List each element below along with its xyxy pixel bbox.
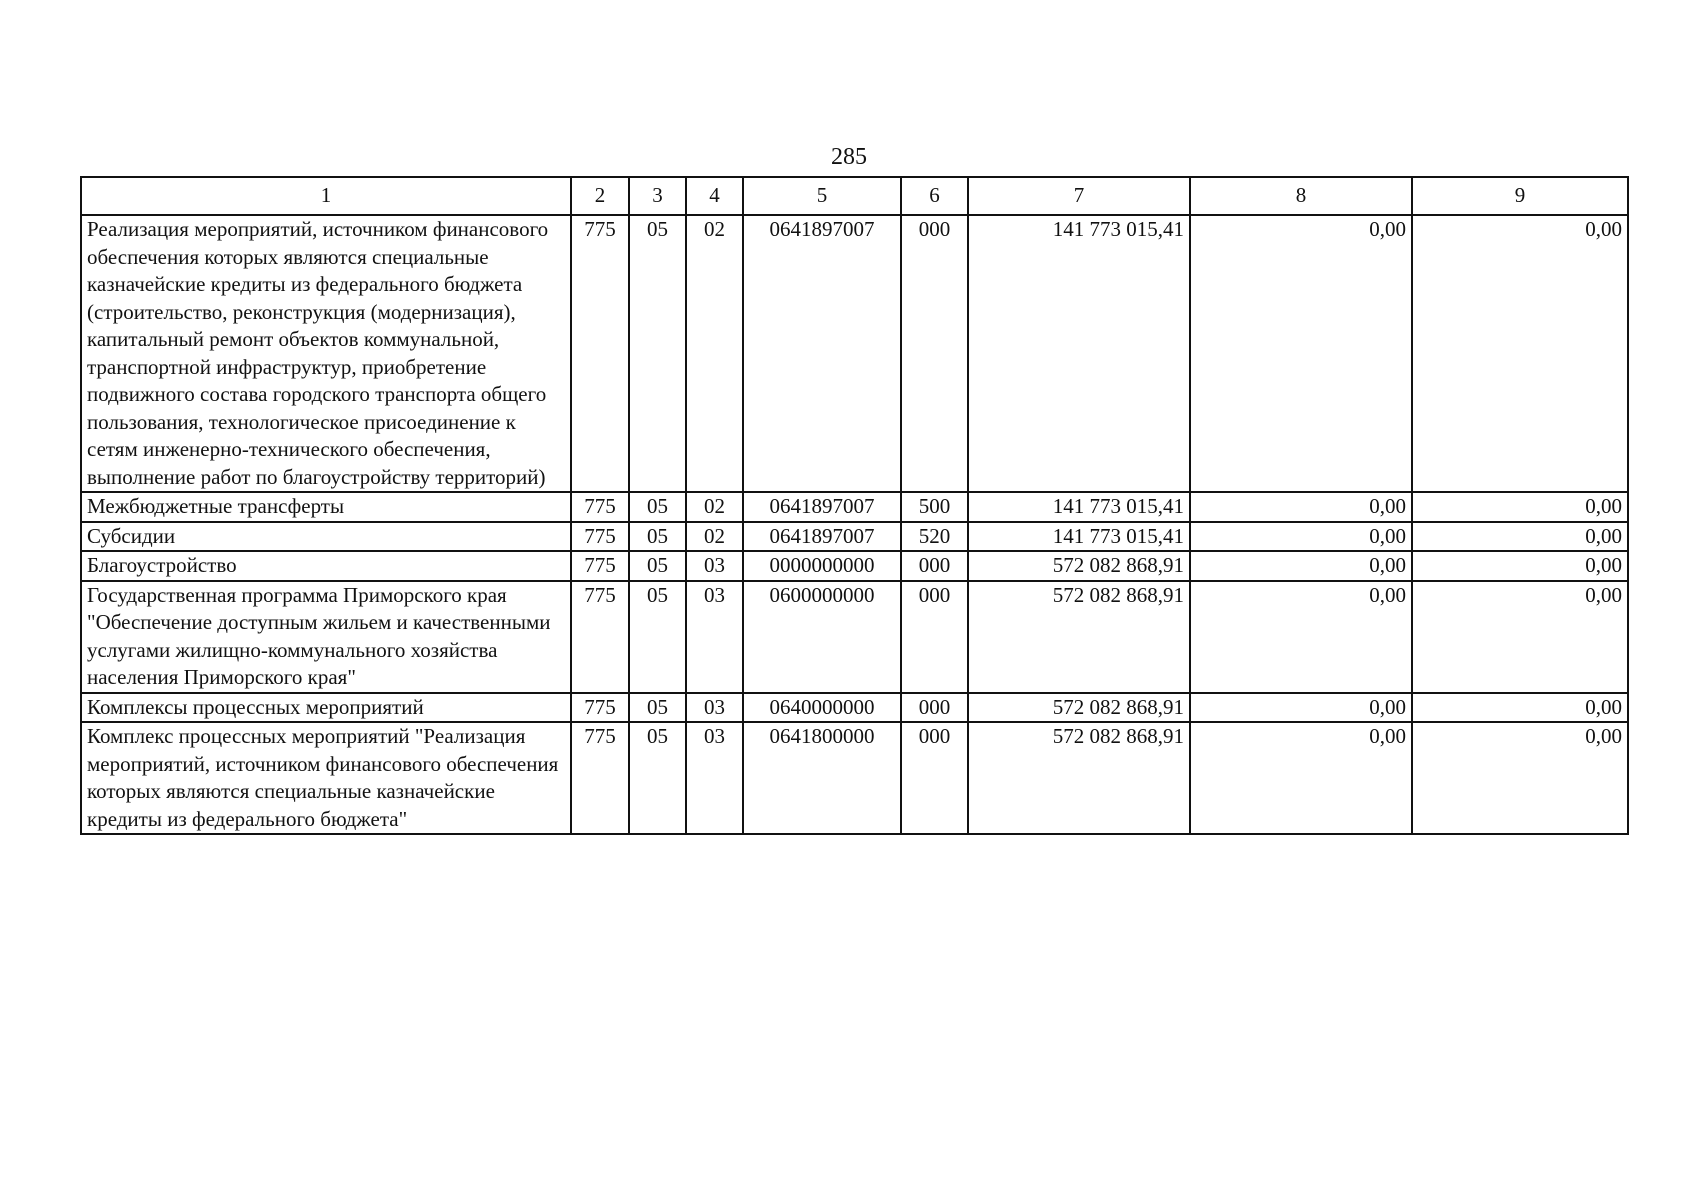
- amount-col9-cell: 0,00: [1412, 581, 1628, 693]
- subsection-code-cell: 03: [686, 551, 743, 581]
- column-header: 7: [968, 177, 1190, 215]
- expense-type-cell: 000: [901, 722, 968, 834]
- amount-col7-cell: 572 082 868,91: [968, 551, 1190, 581]
- amount-col9-cell: 0,00: [1412, 551, 1628, 581]
- table-row: [81, 522, 1628, 552]
- amount-col7-cell: 572 082 868,91: [968, 722, 1190, 834]
- amount-col8-cell: 0,00: [1190, 551, 1412, 581]
- amount-col8-cell: 0,00: [1190, 492, 1412, 522]
- amount-col9-cell: 0,00: [1412, 722, 1628, 834]
- amount-col7-cell: 141 773 015,41: [968, 215, 1190, 492]
- expense-name-cell: Субсидии: [81, 522, 571, 552]
- expense-name-cell: Государственная программа Приморского края "Обеспечение доступным жильем и качественными услугами жилищно-коммунального хозяйства населения Приморского края": [81, 581, 571, 693]
- amount-col8-cell: 0,00: [1190, 693, 1412, 723]
- amount-col7-cell: 141 773 015,41: [968, 522, 1190, 552]
- column-header: 9: [1412, 177, 1628, 215]
- amount-col8-cell: 0,00: [1190, 215, 1412, 492]
- amount-col7-cell: 572 082 868,91: [968, 581, 1190, 693]
- expense-name-cell: Комплекс процессных мероприятий "Реализация мероприятий, источником финансового обеспечения которых являются специальные казначейские кредиты из федерального бюджета": [81, 722, 571, 834]
- column-header: 5: [743, 177, 901, 215]
- section-code-cell: 05: [629, 215, 686, 492]
- expense-type-cell: 500: [901, 492, 968, 522]
- expense-type-cell: 000: [901, 581, 968, 693]
- subsection-code-cell: 02: [686, 522, 743, 552]
- ministry-code-cell: 775: [571, 215, 629, 492]
- target-article-cell: 0641897007: [743, 522, 901, 552]
- expense-name-cell: Межбюджетные трансферты: [81, 492, 571, 522]
- section-code-cell: 05: [629, 581, 686, 693]
- amount-col7-cell: 572 082 868,91: [968, 693, 1190, 723]
- ministry-code-cell: 775: [571, 551, 629, 581]
- column-header: 8: [1190, 177, 1412, 215]
- expense-name-cell: Реализация мероприятий, источником финансового обеспечения которых являются специальные казначейские кредиты из федерального бюджета (строительство, реконструкция (модернизация), капитальный ремонт объектов коммунальной, транспортной инфраструктур, приобретение подвижного состава городского транспорта общего пользования, технологическое присоединение к сетям инженерно-технического обеспечения, выполнение работ по благоустройству территорий): [81, 215, 571, 492]
- expense-type-cell: 000: [901, 693, 968, 723]
- amount-col7-cell: 141 773 015,41: [968, 492, 1190, 522]
- target-article-cell: 0640000000: [743, 693, 901, 723]
- ministry-code-cell: 775: [571, 492, 629, 522]
- amount-col9-cell: 0,00: [1412, 215, 1628, 492]
- amount-col8-cell: 0,00: [1190, 722, 1412, 834]
- expense-name-cell: Благоустройство: [81, 551, 571, 581]
- subsection-code-cell: 02: [686, 492, 743, 522]
- amount-col9-cell: 0,00: [1412, 522, 1628, 552]
- section-code-cell: 05: [629, 722, 686, 834]
- subsection-code-cell: 03: [686, 581, 743, 693]
- ministry-code-cell: 775: [571, 722, 629, 834]
- table-row: [81, 215, 1628, 492]
- target-article-cell: 0000000000: [743, 551, 901, 581]
- column-header: 2: [571, 177, 629, 215]
- amount-col9-cell: 0,00: [1412, 492, 1628, 522]
- target-article-cell: 0641897007: [743, 492, 901, 522]
- target-article-cell: 0600000000: [743, 581, 901, 693]
- table-row: [81, 581, 1628, 693]
- section-code-cell: 05: [629, 693, 686, 723]
- ministry-code-cell: 775: [571, 581, 629, 693]
- expense-name-cell: Комплексы процессных мероприятий: [81, 693, 571, 723]
- amount-col8-cell: 0,00: [1190, 581, 1412, 693]
- column-header: 4: [686, 177, 743, 215]
- subsection-code-cell: 02: [686, 215, 743, 492]
- amount-col8-cell: 0,00: [1190, 522, 1412, 552]
- section-code-cell: 05: [629, 492, 686, 522]
- ministry-code-cell: 775: [571, 693, 629, 723]
- section-code-cell: 05: [629, 522, 686, 552]
- target-article-cell: 0641897007: [743, 215, 901, 492]
- table-row: [81, 492, 1628, 522]
- budget-table: [80, 176, 1629, 835]
- table-row: [81, 722, 1628, 834]
- target-article-cell: 0641800000: [743, 722, 901, 834]
- subsection-code-cell: 03: [686, 693, 743, 723]
- section-code-cell: 05: [629, 551, 686, 581]
- table-row: [81, 693, 1628, 723]
- table-row: [81, 551, 1628, 581]
- column-header: 6: [901, 177, 968, 215]
- subsection-code-cell: 03: [686, 722, 743, 834]
- column-header: 1: [81, 177, 571, 215]
- header-row: [81, 177, 1628, 215]
- expense-type-cell: 000: [901, 551, 968, 581]
- expense-type-cell: 000: [901, 215, 968, 492]
- column-header: 3: [629, 177, 686, 215]
- amount-col9-cell: 0,00: [1412, 693, 1628, 723]
- page-number: 285: [831, 144, 867, 170]
- ministry-code-cell: 775: [571, 522, 629, 552]
- expense-type-cell: 520: [901, 522, 968, 552]
